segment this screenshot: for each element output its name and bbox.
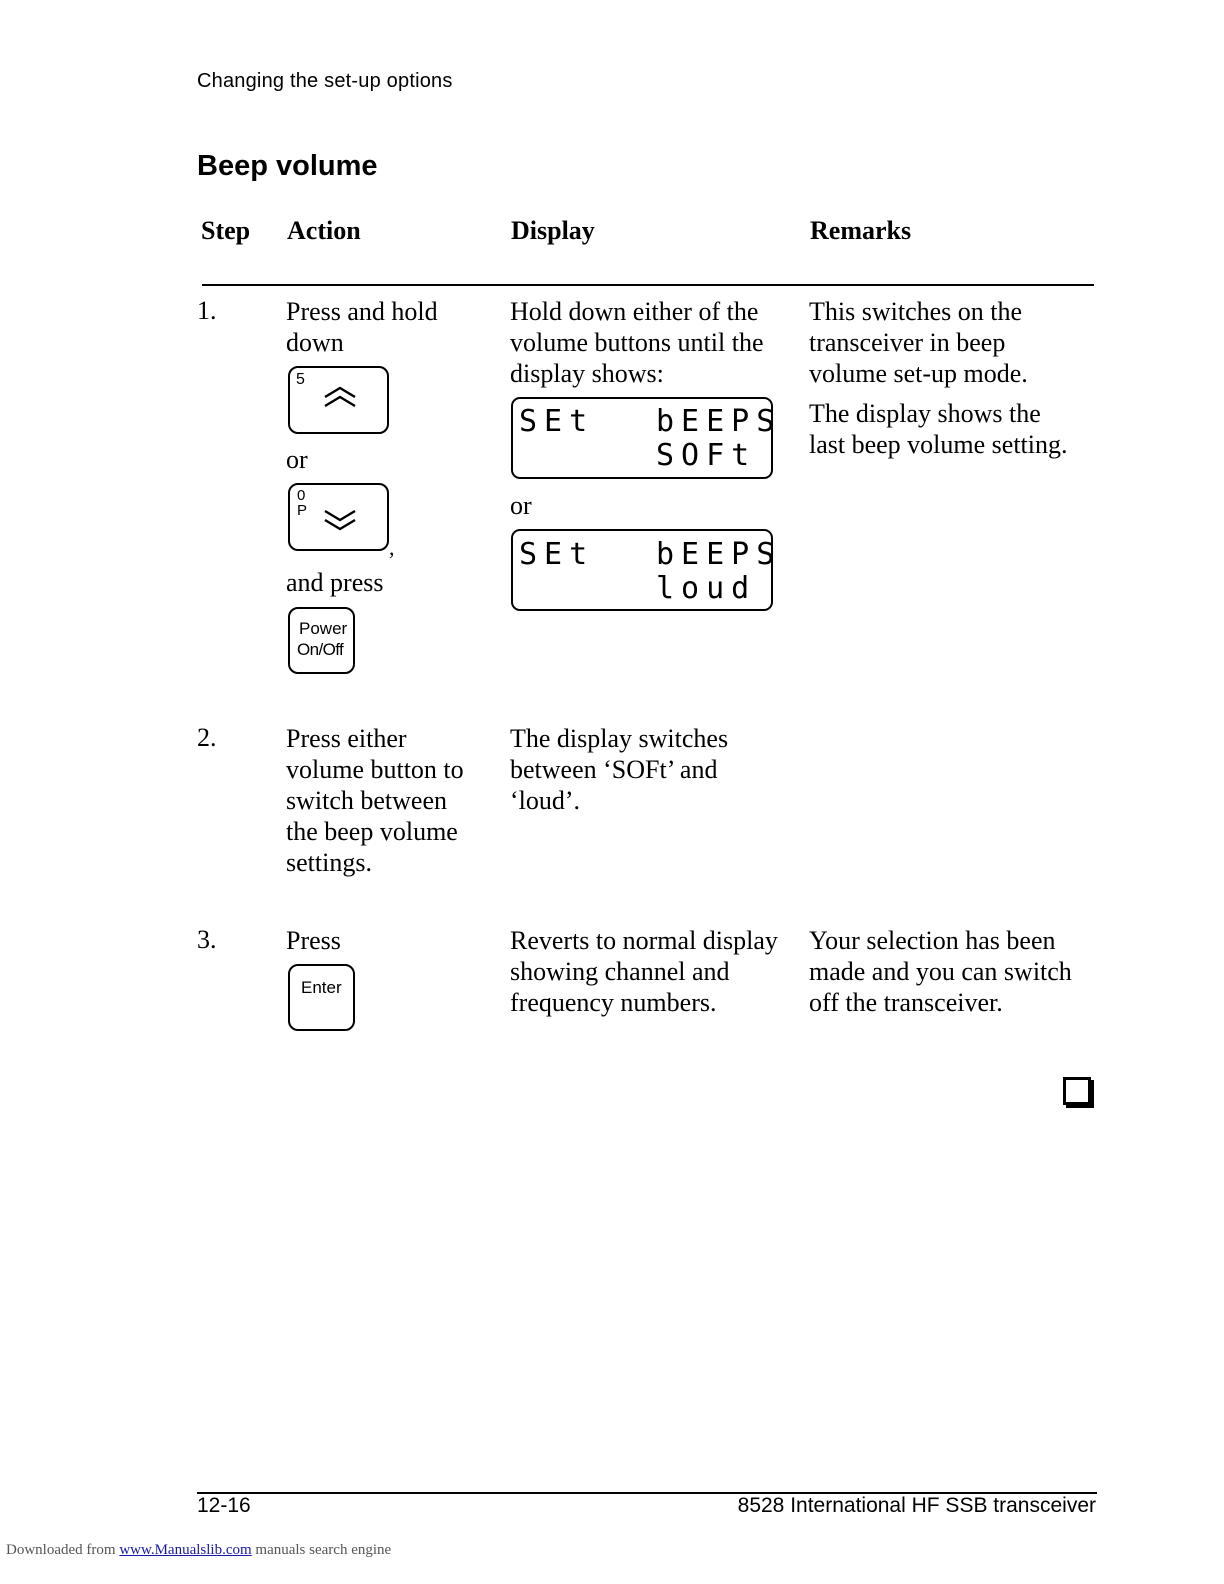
lcd-set-text: SEt <box>519 404 595 439</box>
lcd-beeps-text: bEEPS <box>656 404 782 439</box>
manual-title: 8528 International HF SSB transceiver <box>737 1494 1096 1517</box>
step-1-display-line: display shows: <box>510 359 664 388</box>
on-off-key-label: On/Off <box>297 640 344 659</box>
lcd-beeps-text: bEEPS <box>656 537 782 572</box>
key-letter-label: P <box>297 502 308 519</box>
step-2-display-line: ‘loud’. <box>510 786 581 815</box>
step-2-action-line: the beep volume <box>286 817 458 846</box>
step-2-display-line: The display switches <box>510 724 729 753</box>
step-1-remarks-line: last beep volume setting. <box>809 430 1068 459</box>
step-1-or-text: or <box>286 445 308 474</box>
step-1-display-text <box>510 296 764 389</box>
download-note <box>6 1542 391 1559</box>
step-1-remarks-line: volume set-up mode. <box>809 359 1028 388</box>
volume-down-key[interactable] <box>288 483 389 551</box>
lcd-loud-text: loud <box>656 571 757 606</box>
key-number-label: 0 <box>297 487 306 504</box>
step-3-remarks-line: made and you can switch <box>809 957 1072 986</box>
step-2-action-line: settings. <box>286 848 372 877</box>
lcd-soft-text: SOFt <box>656 438 757 473</box>
step-2-number: 2. <box>197 723 217 752</box>
header-rule <box>202 284 1094 286</box>
double-chevron-down-icon <box>323 507 357 531</box>
column-header-display: Display <box>511 216 595 245</box>
step-1-display-line: Hold down either of the <box>510 297 759 326</box>
step-1-action-text <box>286 296 438 358</box>
column-header-step: Step <box>201 216 251 245</box>
step-3-display-line: Reverts to normal display <box>510 926 778 955</box>
lcd-display-soft <box>511 397 782 479</box>
step-3-remarks-line: off the transceiver. <box>809 988 1003 1017</box>
step-2-action-line: Press either <box>286 724 407 753</box>
step-1-remarks-line: transceiver in beep <box>809 328 1006 357</box>
column-header-remarks: Remarks <box>810 216 912 245</box>
enter-key-label: Enter <box>301 978 342 997</box>
section-title: Beep volume <box>197 150 378 182</box>
step-3-remarks-line: Your selection has been <box>809 926 1056 955</box>
key-number-label: 5 <box>296 371 305 388</box>
double-chevron-up-icon <box>323 386 357 410</box>
step-1-and-press-text: and press <box>286 568 384 597</box>
running-head: Changing the set-up options <box>197 70 453 92</box>
page-number: 12-16 <box>197 1494 251 1517</box>
step-2-display-text <box>510 723 728 816</box>
manualslib-link[interactable]: www.Manualslib.com <box>119 1542 252 1558</box>
step-3-number: 3. <box>197 925 217 954</box>
step-3-remarks <box>809 925 1072 1018</box>
power-key-label: Power <box>299 619 348 638</box>
step-1-display-line: volume buttons until the <box>510 328 764 357</box>
end-of-section-box-icon <box>1063 1077 1091 1105</box>
step-1-comma: , <box>389 535 395 560</box>
step-3-action-text: Press <box>286 926 341 955</box>
step-2-action-text <box>286 723 464 878</box>
volume-up-key[interactable] <box>288 366 389 434</box>
step-1-display-or-text: or <box>510 491 532 520</box>
step-1-remarks-line: The display shows the <box>809 399 1041 428</box>
step-2-display-line: between ‘SOFt’ and <box>510 755 718 784</box>
lcd-display-loud <box>511 529 782 611</box>
lcd-set-text: SEt <box>519 537 595 572</box>
step-2-action-line: switch between <box>286 786 448 815</box>
step-3-display-text <box>510 925 778 1018</box>
step-1-remarks <box>809 296 1068 460</box>
enter-key[interactable] <box>288 964 355 1031</box>
step-3-display-line: frequency numbers. <box>510 988 717 1017</box>
download-note-suffix: manuals search engine <box>255 1542 392 1558</box>
step-3-display-line: showing channel and <box>510 957 730 986</box>
power-on-off-key[interactable] <box>288 607 355 674</box>
download-note-prefix: Downloaded from <box>6 1542 116 1558</box>
step-1-remarks-line: This switches on the <box>809 297 1023 326</box>
step-1-action-line: down <box>286 328 344 357</box>
step-1-number: 1. <box>197 296 217 325</box>
column-header-action: Action <box>287 216 361 245</box>
step-1-action-line: Press and hold <box>286 297 438 326</box>
step-2-action-line: volume button to <box>286 755 464 784</box>
